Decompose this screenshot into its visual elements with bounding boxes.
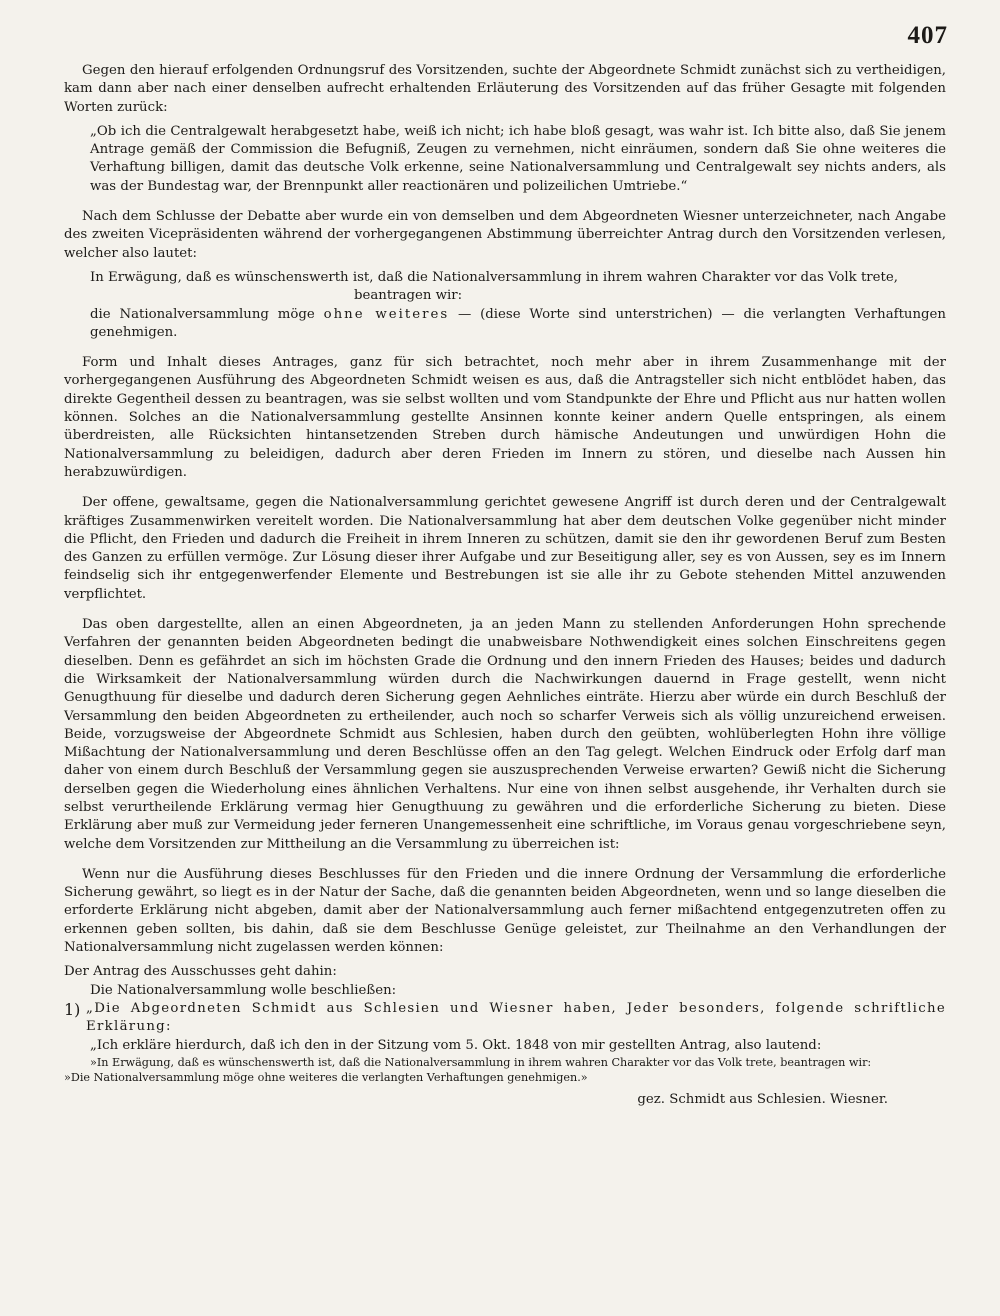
motion-sub: Die Nationalversammlung wolle beschließen: (90, 982, 397, 998)
page-body (64, 62, 946, 1109)
paragraph-5: Das oben dargestellte, allen an einen Abgeordneten, ja an jeden Mann zu stellenden Anforderungen Hohn sprechende Verfahren der genannten beiden Abgeordneten bedingt die unabweisbare Nothwendigkeit eines solchen Einschreitens gegen dieselben. Denn es gefährdet an sich im höchsten Grade die Ordnung und den innern Frieden des Hauses; beides und dadurch die Wirksamkeit der Nationalversammlung würden durch die Nachwirkungen dauernd in Frage gestellt, wenn nicht Genugthuung für dieselbe und dadurch deren Sicherung gegen Aehnliches einträte. Hierzu aber würde ein durch Beschluß der Versammlung den beiden Abgeordneten zu ertheilender, auch noch so scharfer Verweis sich als völlig unzureichend erweisen. Beide, vorzugsweise der Abgeordnete Schmidt aus Schlesien, haben durch den geübten, wohlüberlegten Hohn ihre völlige Mißachtung der Nationalversammlung und deren Beschlüsse offen an den Tag gelegt. Welchen Eindruck oder Erfolg darf man daher von einem durch Beschluß der Versammlung gegen sie auszusprechenden Verweise erwarten? Gewiß nicht die Sicherung derselben gegen die Wiederholung eines ähnlichen Verhaltens. Nur eine von ihnen selbst ausgehende, ihr Verhalten durch sie selbst verurtheilende Erklärung vermag hier Genugthuung zu gewähren und die erforderliche Sicherung zu bieten. Diese Erklärung aber muß zur Vermeidung jeder ferneren Unangemessenheit eine schriftliche, im Voraus genau vorgeschriebene seyn, welche dem Vorsitzenden zur Mittheilung an die Versammlung zu überreichen ist: (64, 617, 946, 852)
signature-line: gez. Schmidt aus Schlesien. Wiesner. (637, 1091, 888, 1107)
motion-item-1 (64, 1000, 946, 1037)
item-number: 1) (64, 999, 81, 1019)
paragraph-3: Form und Inhalt dieses Antrages, ganz für sich betrachtet, noch mehr aber in ihrem Zusammenhange mit der vorhergegangenen Ausführung des Abgeordneten Schmidt weisen es aus, daß die Antragsteller sich nicht entblödet haben, das direkte Gegentheil dessen zu beantragen, was sie selbst wollten und vom Standpunkte der Ehre und Pflicht aus nur hatten wollen können. Solches an die Nationalversammlung gestellte Ansinnen konnte keiner andern Quelle entspringen, als einem überdreisten, alle Rücksichten hintansetzenden Streben durch hämische Andeutungen und unwürdigen Hohn die Nationalversammlung zu beleidigen, dadurch aber deren Frieden im Innern zu stören, und dieselbe nach Aussen hin herabzuwürdigen. (64, 355, 946, 480)
antrag-request (64, 306, 946, 343)
antrag-request-end: — (diese Worte sind unterstrichen) — die verlangten Verhaftungen genehmigen. (90, 306, 946, 340)
antrag-request-start: die Nationalversammlung möge (90, 306, 324, 322)
declaration-text: „Ich erkläre hierdurch, daß ich den in der Sitzung vom 5. Okt. 1848 von mir gestellten Antrag, also lautend: (90, 1037, 822, 1053)
quoted-antrag-consideration: »In Erwägung, daß es wünschenswerth ist, daß die Nationalversammlung in ihrem wahren Charakter vor das Volk trete, beantragen wir: (90, 1055, 872, 1069)
paragraph-2: Nach dem Schlusse der Debatte aber wurde ein von demselben und dem Abgeordneten Wiesner unterzeichneter, nach Angabe des zweiten Vicepräsidenten während der vorhergegangenen Abstimmung überreichter Antrag durch den Vorsitzenden verlesen, welcher also lautet: (64, 209, 946, 261)
antrag-emphasis: ohne weiteres (323, 306, 450, 322)
antrag-consideration: In Erwägung, daß es wünschenswerth ist, daß die Nationalversammlung in ihrem wahren Charakter vor das Volk trete, (90, 269, 898, 285)
motion-intro: Der Antrag des Ausschusses geht dahin: (64, 964, 337, 980)
page-number: 407 (907, 22, 948, 49)
quoted-antrag-request: »Die Nationalversammlung möge ohne weiteres die verlangten Verhaftungen genehmigen.» (64, 1070, 588, 1084)
item-text: „Die Abgeordneten Schmidt aus Schlesien und Wiesner haben, Jeder besonders, folgende schriftliche Erklärung: (86, 1000, 946, 1035)
paragraph-1: Gegen den hierauf erfolgenden Ordnungsruf des Vorsitzenden, suchte der Abgeordnete Schmidt zunächst sich zu vertheidigen, kam dann aber nach einer denselben aufrecht erhaltenden Erläuterung des Vorsitzenden auf das früher Gesagte mit folgenden Worten zurück: (64, 63, 946, 115)
paragraph-4: Der offene, gewaltsame, gegen die Nationalversammlung gerichtet gewesene Angriff ist durch deren und der Centralgewalt kräftiges Zusammenwirken vereitelt worden. Die Nationalversammlung hat aber dem deutschen Volke gegenüber nicht minder die Pflicht, den Frieden und dadurch die Freiheit in ihrem Inneren zu schützen, damit sie den ihr gewordenen Beruf zum Besten des Ganzen zu erfüllen vermöge. Zur Lösung dieser ihrer Aufgabe und zur Beseitigung aller, sey es von Aussen, sey es im Innern feindselig sich ihr entgegenwerfender Elemente und Bestrebungen ist sie alle ihr zu Gebote stehenden Mittel anzuwenden verpflichtet. (64, 495, 946, 602)
quote-schmidt: „Ob ich die Centralgewalt herabgesetzt habe, weiß ich nicht; ich habe bloß gesagt, was wahr ist. Ich bitte also, daß Sie jenem Antrage gemäß der Commission die Befugniß, Zeugen zu vernehmen, nicht einräumen, sondern daß Sie ohne weiteres die Verhaftung billigen, damit das deutsche Volk erkenne, seine Nationalversammlung und Centralgewalt sey nichts anders, als was der Bundestag war, der Brennpunkt aller reactionären und polizeilichen Umtriebe.“ (90, 123, 946, 194)
antrag-beantragen: beantragen wir: (354, 288, 463, 304)
paragraph-6: Wenn nur die Ausführung dieses Beschlusses für den Frieden und die innere Ordnung der Versammlung die erforderliche Sicherung gewährt, so liegt es in der Natur der Sache, daß die genannten beiden Abgeordneten, wenn und so lange dieselben die erforderte Erklärung nicht abgeben, damit aber der Nationalversammlung auch ferner mißachtend entgegenzutreten offen zu erkennen geben sollten, bis dahin, daß sie dem Beschlusse Genüge geleistet, zur Theilnahme an den Verhandlungen der Nationalversammlung nicht zugelassen werden können: (64, 866, 946, 956)
